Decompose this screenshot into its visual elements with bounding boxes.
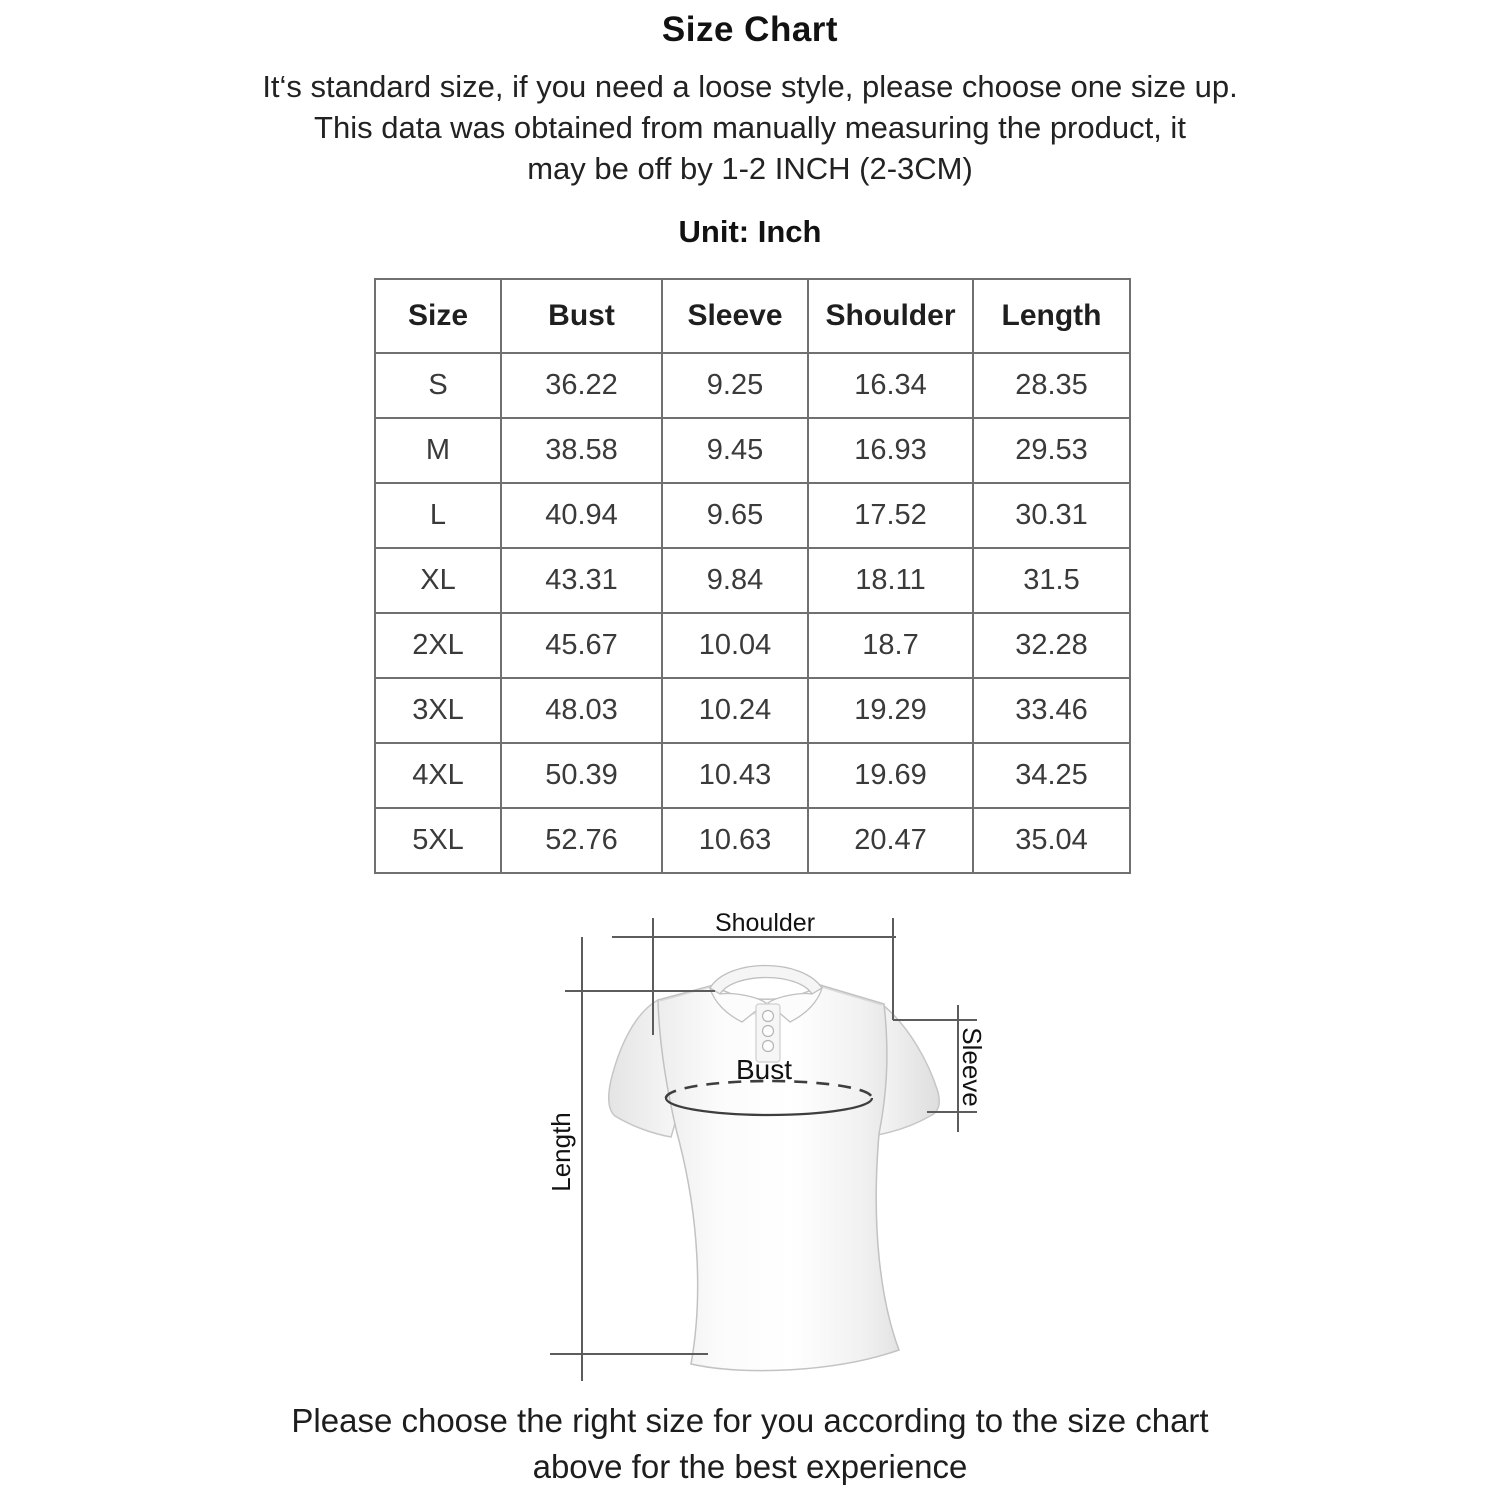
cell-size: 5XL [375, 808, 501, 873]
footer-note [0, 1398, 1500, 1490]
disclaimer-line-1: It‘s standard size, if you need a loose style, please choose one size up. [262, 69, 1238, 104]
cell-sleeve: 10.24 [662, 678, 808, 743]
table-row [375, 743, 1130, 808]
column-header-sleeve: Sleeve [662, 279, 808, 353]
table-row [375, 678, 1130, 743]
disclaimer-line-2: This data was obtained from manually measuring the product, it [314, 110, 1186, 145]
column-header-shoulder: Shoulder [808, 279, 973, 353]
cell-length: 32.28 [973, 613, 1130, 678]
cell-size: 3XL [375, 678, 501, 743]
polo-shirt-illustration [609, 966, 940, 1371]
table-row [375, 418, 1130, 483]
placket-button [763, 1011, 774, 1022]
column-header-size: Size [375, 279, 501, 353]
unit-label: Unit: Inch [678, 214, 822, 249]
placket-button [763, 1041, 774, 1052]
cell-shoulder: 16.34 [808, 353, 973, 418]
length-label: Length [546, 1112, 576, 1192]
cell-bust: 43.31 [501, 548, 662, 613]
cell-shoulder: 19.69 [808, 743, 973, 808]
cell-bust: 45.67 [501, 613, 662, 678]
table-row [375, 353, 1130, 418]
cell-sleeve: 10.63 [662, 808, 808, 873]
cell-length: 35.04 [973, 808, 1130, 873]
cell-bust: 40.94 [501, 483, 662, 548]
collar-band [710, 966, 822, 995]
cell-length: 33.46 [973, 678, 1130, 743]
cell-shoulder: 17.52 [808, 483, 973, 548]
footer-line-2: above for the best experience [532, 1448, 968, 1485]
cell-size: L [375, 483, 501, 548]
cell-bust: 50.39 [501, 743, 662, 808]
bust-label: Bust [735, 1054, 793, 1085]
sleeve-label: Sleeve [957, 1027, 987, 1107]
table-header-row [375, 279, 1130, 353]
cell-bust: 48.03 [501, 678, 662, 743]
cell-shoulder: 18.7 [808, 613, 973, 678]
cell-sleeve: 10.43 [662, 743, 808, 808]
cell-sleeve: 9.84 [662, 548, 808, 613]
cell-bust: 38.58 [501, 418, 662, 483]
size-table [374, 278, 1131, 874]
cell-sleeve: 10.04 [662, 613, 808, 678]
size-disclaimer [0, 66, 1500, 189]
shoulder-label: Shoulder [714, 909, 816, 937]
table-row [375, 548, 1130, 613]
footer-line-1: Please choose the right size for you according to the size chart [291, 1402, 1209, 1439]
table-row [375, 808, 1130, 873]
column-header-bust: Bust [501, 279, 662, 353]
placket-button [763, 1026, 774, 1037]
cell-shoulder: 16.93 [808, 418, 973, 483]
disclaimer-line-3: may be off by 1-2 INCH (2-3CM) [527, 151, 973, 186]
cell-shoulder: 20.47 [808, 808, 973, 873]
cell-sleeve: 9.45 [662, 418, 808, 483]
cell-size: M [375, 418, 501, 483]
cell-shoulder: 18.11 [808, 548, 973, 613]
cell-size: S [375, 353, 501, 418]
cell-length: 31.5 [973, 548, 1130, 613]
table-row [375, 613, 1130, 678]
cell-size: 4XL [375, 743, 501, 808]
cell-sleeve: 9.25 [662, 353, 808, 418]
cell-length: 28.35 [973, 353, 1130, 418]
cell-length: 30.31 [973, 483, 1130, 548]
table-row [375, 483, 1130, 548]
column-header-length: Length [973, 279, 1130, 353]
cell-length: 29.53 [973, 418, 1130, 483]
cell-size: 2XL [375, 613, 501, 678]
cell-shoulder: 19.29 [808, 678, 973, 743]
page-title: Size Chart [661, 10, 839, 49]
cell-length: 34.25 [973, 743, 1130, 808]
cell-bust: 52.76 [501, 808, 662, 873]
cell-sleeve: 9.65 [662, 483, 808, 548]
cell-bust: 36.22 [501, 353, 662, 418]
shirt-measurement-diagram [520, 895, 1035, 1400]
cell-size: XL [375, 548, 501, 613]
